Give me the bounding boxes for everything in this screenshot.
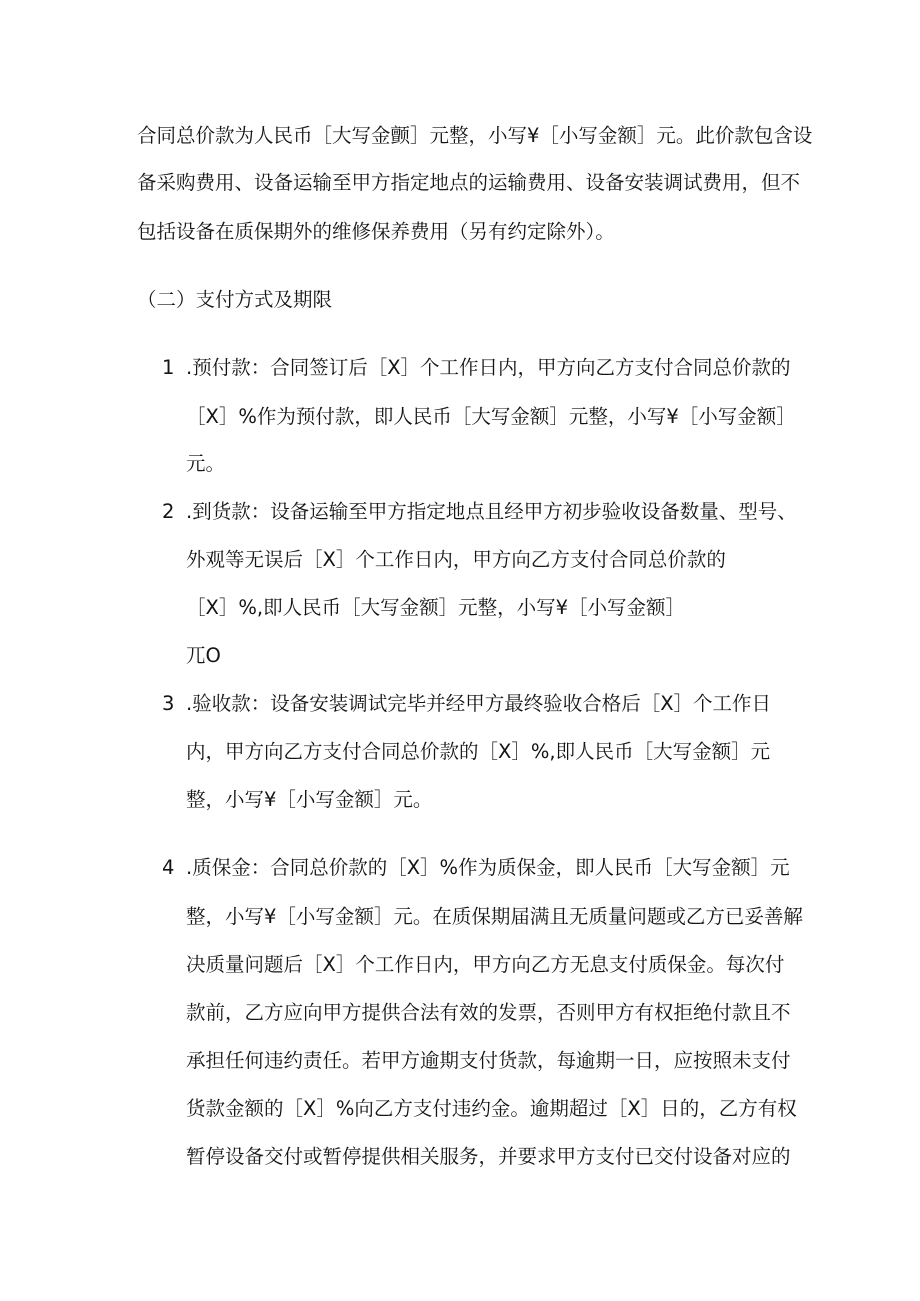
item-2-number: 2 xyxy=(162,500,175,523)
item-4-line-3: 决质量问题后［X］个工作日内，甲方向乙方无息支付质保金。每次付 xyxy=(186,953,785,976)
item-1-number: 1 xyxy=(162,356,175,379)
section-heading: （二）支付方式及期限 xyxy=(137,288,333,311)
item-3-line-1: .验收款：设备安装调试完毕并经甲方最终验收合格后［X］个工作日 xyxy=(186,692,772,715)
item-4-line-1: .质保金：合同总价款的［X］%作为质保金，即人民币［大写金额］元 xyxy=(186,856,790,879)
intro-line-3: 包括设备在质保期外的维修保养费用（另有约定除外）。 xyxy=(137,220,615,243)
item-2-line-2: 外观等无误后［X］个工作日内，甲方向乙方支付合同总价款的 xyxy=(186,548,726,571)
intro-line-2: 备采购费用、设备运输至甲方指定地点的运输费用、设备安装调试费用，但不 xyxy=(137,171,801,194)
item-1-line-1: .预付款：合同签订后［X］个工作日内，甲方向乙方支付合同总价款的 xyxy=(186,356,791,379)
item-3-line-3: 整，小写¥［小写金额］元。 xyxy=(186,788,433,811)
item-1-line-3: 元。 xyxy=(186,452,226,475)
item-3-number: 3 xyxy=(162,692,175,715)
item-2-line-4: 兀O xyxy=(186,644,221,667)
item-1-line-2: ［X］%作为预付款，即人民币［大写金额］元整，小写¥［小写金额］ xyxy=(186,405,796,428)
item-3-line-2: 内，甲方向乙方支付合同总价款的［X］%,即人民币［大写金额］元 xyxy=(186,740,771,763)
item-4-line-4: 款前，乙方应向甲方提供合法有效的发票，否则甲方有权拒绝付款且不 xyxy=(186,1001,791,1024)
intro-line-1: 合同总价款为人民币［大写金颤］元整，小写¥［小写金额］元。此价款包含设 xyxy=(137,124,813,147)
item-4-line-6: 货款金额的［X］%向乙方支付违约金。逾期超过［X］日的，乙方有权 xyxy=(186,1097,797,1120)
item-2-line-3: ［X］%,即人民币［大写金额］元整，小写¥［小写金额］ xyxy=(186,596,685,619)
item-4-line-7: 暂停设备交付或暂停提供相关服务，并要求甲方支付已交付设备对应的 xyxy=(186,1145,791,1168)
item-4-line-5: 承担任何违约责任。若甲方逾期支付货款，每逾期一日，应按照未支付 xyxy=(186,1049,791,1072)
item-4-line-2: 整，小写¥［小写金额］元。在质保期届满且无质量问题或乙方已妥善解 xyxy=(186,905,803,928)
item-4-number: 4 xyxy=(162,856,175,879)
item-2-line-1: .到货款：设备运输至甲方指定地点且经甲方初步验收设备数量、型号、 xyxy=(186,500,797,523)
